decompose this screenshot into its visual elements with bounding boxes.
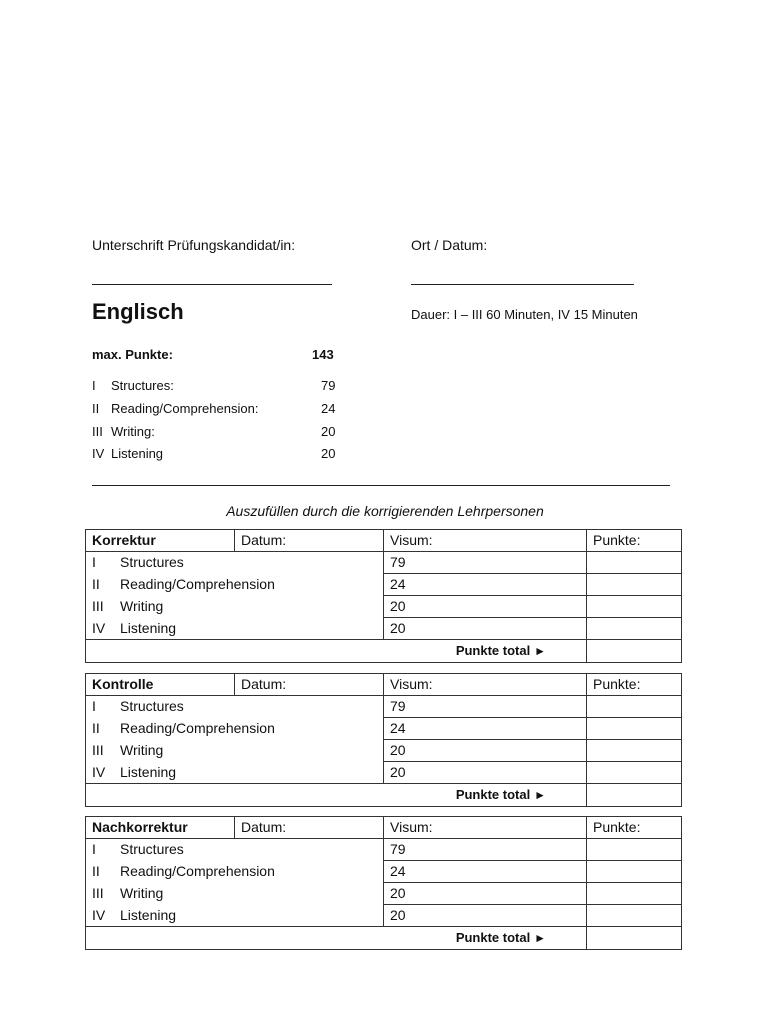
section-points: 20 — [321, 446, 336, 461]
total-points-input[interactable] — [587, 927, 682, 950]
total-row — [86, 640, 682, 663]
total-row — [86, 784, 682, 807]
total-label: Punkte total — [455, 930, 531, 945]
visum-field[interactable]: Visum: — [384, 530, 587, 552]
row-number: II — [92, 720, 100, 736]
place-date-field[interactable] — [411, 284, 634, 285]
row-name: Listening — [120, 906, 177, 923]
row-name: Writing — [120, 885, 164, 901]
place-date-label: Ort / Datum: — [411, 237, 488, 253]
row-max-points: 20 — [384, 740, 587, 762]
points-input[interactable] — [587, 839, 682, 861]
row-number: III — [92, 598, 104, 614]
table-row — [86, 762, 682, 784]
points-input[interactable] — [587, 574, 682, 596]
section-number: III — [92, 424, 103, 439]
total-points-input[interactable] — [587, 784, 682, 807]
divider-line — [92, 485, 670, 486]
row-name: Reading/Comprehension — [120, 576, 275, 592]
punkte-label: Punkte: — [587, 817, 682, 839]
punkte-label: Punkte: — [587, 530, 682, 552]
punkte-label: Punkte: — [587, 674, 682, 696]
points-input[interactable] — [587, 762, 682, 784]
table-row — [86, 696, 682, 718]
table-row — [86, 552, 682, 574]
total-label: Punkte total — [455, 643, 531, 658]
section-number: I — [92, 378, 96, 393]
section-number: II — [92, 401, 100, 416]
signature-field[interactable] — [92, 284, 332, 285]
row-name: Listening — [120, 619, 177, 636]
row-max-points: 24 — [384, 861, 587, 883]
visum-field[interactable]: Visum: — [384, 674, 587, 696]
section-points: 24 — [321, 401, 336, 416]
table-row — [86, 596, 682, 618]
points-input[interactable] — [587, 905, 682, 927]
duration-text: Dauer: I – III 60 Minuten, IV 15 Minuten — [411, 307, 638, 322]
points-input[interactable] — [587, 696, 682, 718]
table-title: Nachkorrektur — [86, 817, 235, 839]
row-max-points: 79 — [384, 552, 587, 574]
row-max-points: 20 — [384, 596, 587, 618]
section-name: Structures: — [111, 378, 174, 393]
row-name: Structures — [120, 554, 184, 571]
row-max-points: 79 — [384, 839, 587, 861]
table-row — [86, 618, 682, 640]
row-name: Writing — [120, 598, 164, 614]
signature-label: Unterschrift Prüfungskandidat/in: — [92, 237, 296, 253]
table-row — [86, 861, 682, 883]
row-max-points: 24 — [384, 574, 587, 596]
nachkorrektur-table — [85, 816, 682, 950]
korrektur-table — [85, 529, 682, 663]
datum-field[interactable]: Datum: — [235, 674, 384, 696]
section-number: IV — [92, 446, 105, 461]
row-number: I — [92, 698, 96, 715]
total-row — [86, 927, 682, 950]
row-number: I — [92, 554, 96, 571]
subject-title: Englisch — [92, 299, 184, 324]
max-points-value: 143 — [312, 347, 334, 362]
row-number: IV — [92, 763, 106, 780]
row-max-points: 20 — [384, 905, 587, 927]
row-number: IV — [92, 619, 106, 636]
table-header-row — [86, 817, 682, 839]
table-row — [86, 574, 682, 596]
table-row — [86, 718, 682, 740]
points-input[interactable] — [587, 718, 682, 740]
row-number: II — [92, 576, 100, 592]
table-header-row — [86, 674, 682, 696]
teacher-note: Auszufüllen durch die korrigierenden Lehrpersonen — [226, 503, 544, 519]
max-section-1 — [92, 378, 352, 393]
max-section-2 — [92, 401, 352, 416]
datum-field[interactable]: Datum: — [235, 817, 384, 839]
arrow-right-icon: ► — [534, 931, 546, 945]
total-points-input[interactable] — [587, 640, 682, 663]
points-input[interactable] — [587, 552, 682, 574]
visum-field[interactable]: Visum: — [384, 817, 587, 839]
table-row — [86, 905, 682, 927]
kontrolle-table — [85, 673, 682, 807]
points-input[interactable] — [587, 883, 682, 905]
table-row — [86, 740, 682, 762]
row-max-points: 79 — [384, 696, 587, 718]
table-row — [86, 883, 682, 905]
section-name: Listening — [111, 446, 164, 461]
arrow-right-icon: ► — [534, 644, 546, 658]
table-title: Korrektur — [86, 530, 235, 552]
table-row — [86, 839, 682, 861]
points-input[interactable] — [587, 596, 682, 618]
row-name: Structures — [120, 841, 184, 858]
row-number: III — [92, 885, 104, 901]
points-input[interactable] — [587, 861, 682, 883]
max-points-label: max. Punkte: — [92, 347, 173, 362]
row-number: IV — [92, 906, 106, 923]
row-number: I — [92, 841, 96, 858]
section-points: 79 — [321, 378, 336, 393]
row-number: III — [92, 742, 104, 758]
row-max-points: 20 — [384, 618, 587, 640]
row-name: Writing — [120, 742, 164, 758]
section-name: Reading/Comprehension: — [111, 401, 259, 416]
row-name: Reading/Comprehension — [120, 863, 275, 879]
arrow-right-icon: ► — [534, 788, 546, 802]
section-name: Writing: — [111, 424, 155, 439]
row-name: Reading/Comprehension — [120, 720, 275, 736]
row-name: Listening — [120, 763, 177, 780]
points-input[interactable] — [587, 618, 682, 640]
section-points: 20 — [321, 424, 336, 439]
points-input[interactable] — [587, 740, 682, 762]
row-max-points: 20 — [384, 762, 587, 784]
row-max-points: 20 — [384, 883, 587, 905]
row-max-points: 24 — [384, 718, 587, 740]
datum-field[interactable]: Datum: — [235, 530, 384, 552]
row-number: II — [92, 863, 100, 879]
max-section-4 — [92, 446, 352, 461]
table-header-row — [86, 530, 682, 552]
total-label: Punkte total — [455, 787, 531, 802]
row-name: Structures — [120, 698, 184, 715]
table-title: Kontrolle — [86, 674, 235, 696]
max-section-3 — [92, 424, 352, 439]
